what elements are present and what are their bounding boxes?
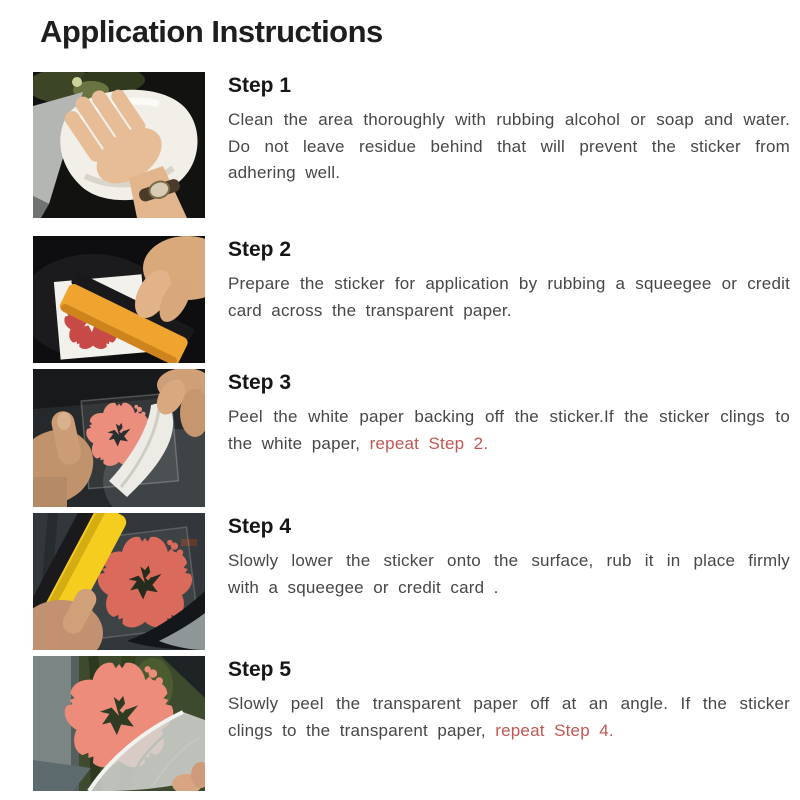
step-5-description-text: Slowly peel the transparent paper off at an angle. If the sticker clings to the transparent paper, [228,694,790,740]
peel-backing-photo-illustration [33,369,205,507]
step-5-heading: Step 5 [228,658,292,681]
step-1-description [228,107,790,187]
steps-list [0,72,800,791]
step-row-4 [33,513,800,650]
step-row-1 [33,72,800,218]
step-row-5 [33,656,800,791]
step-4-heading: Step 4 [228,515,292,538]
step-4-photo [33,513,205,650]
step-4-description [228,548,790,601]
squeegee-prep-photo-illustration [33,236,205,363]
step-5-repeat-note: repeat Step 4. [495,720,614,740]
step-3-heading: Step 3 [228,371,292,394]
step-2-heading: Step 2 [228,238,292,261]
step-2-text [228,236,790,324]
step-5-description [228,691,790,744]
apply-sticker-photo-illustration [33,513,205,650]
step-1-text [228,72,790,187]
peel-transfer-paper-photo-illustration [33,656,205,791]
step-3-description-text: Peel the white paper backing off the sticker.If the sticker clings to the white paper, [228,407,790,453]
step-row-2 [33,236,800,363]
step-2-description [228,271,790,324]
step-3-description [228,404,790,457]
step-1-heading: Step 1 [228,74,292,97]
cleaning-photo-illustration [33,72,205,218]
page-title: Application Instructions [40,14,383,49]
step-2-description-text: Prepare the sticker for application by rubbing a squeegee or credit card across the transparent paper. [228,274,790,320]
step-5-text [228,656,790,744]
step-row-3 [33,369,800,507]
step-4-text [228,513,790,601]
step-3-text [228,369,790,457]
step-3-repeat-note: repeat Step 2. [369,433,489,453]
step-5-photo [33,656,205,791]
step-2-photo [33,236,205,363]
step-1-photo [33,72,205,218]
step-1-description-text: Clean the area thoroughly with rubbing alcohol or soap and water. Do not leave residue behind that will prevent the sticker from adhering well. [228,110,790,183]
step-4-description-text: Slowly lower the sticker onto the surface, rub it in place firmly with a squeegee or credit card . [228,551,790,597]
step-3-photo [33,369,205,507]
